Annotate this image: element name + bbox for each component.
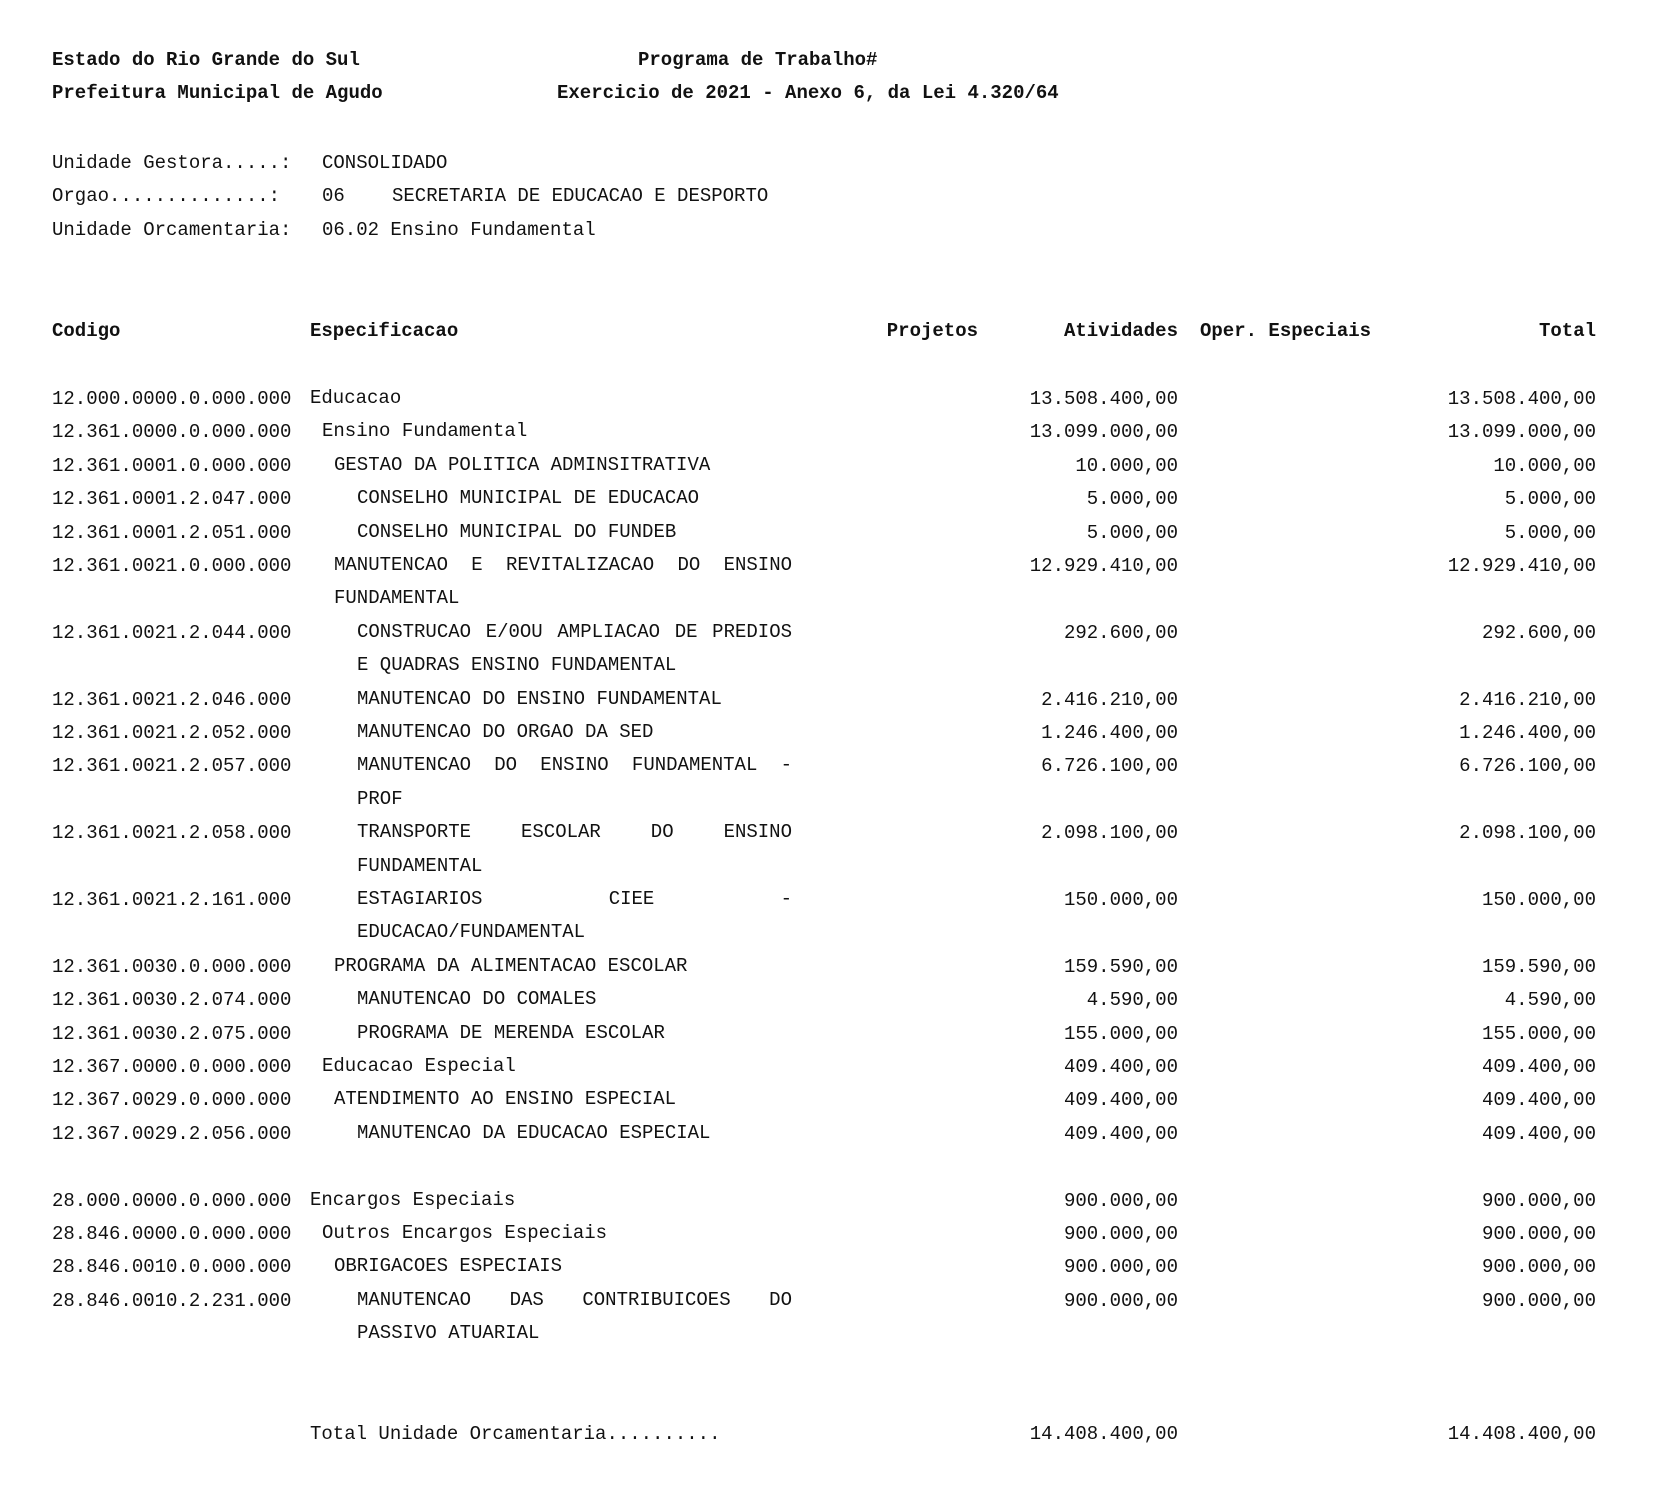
col-header-total: Total <box>1538 320 1596 342</box>
row-total: 2.098.100,00 <box>1459 822 1596 845</box>
orgao-code: 06 <box>322 185 345 207</box>
row-code: 12.361.0001.2.051.000 <box>52 521 292 544</box>
row-especificacao: PROGRAMA DA ALIMENTACAO ESCOLAR <box>334 954 688 977</box>
row-especificacao: PROGRAMA DE MERENDA ESCOLAR <box>357 1021 665 1044</box>
row-total: 409.400,00 <box>1481 1122 1596 1145</box>
row-especificacao: GESTAO DA POLITICA ADMINSITRATIVA <box>334 453 711 476</box>
row-total: 292.600,00 <box>1481 621 1596 644</box>
row-atividades: 1.246.400,00 <box>1041 722 1178 744</box>
row-total: 5.000,00 <box>1504 521 1596 544</box>
row-code: 12.361.0001.2.047.000 <box>52 488 292 511</box>
row-atividades: 900.000,00 <box>1063 1189 1178 1212</box>
row-atividades: 409.400,00 <box>1063 1089 1178 1112</box>
row-especificacao: ATENDIMENTO AO ENSINO ESPECIAL <box>334 1088 677 1111</box>
row-atividades: 12.929.410,00 <box>1029 555 1178 577</box>
row-especificacao: MANUTENCAO DO COMALES <box>357 988 597 1011</box>
row-total: 4.590,00 <box>1504 989 1596 1012</box>
row-atividades: 2.416.210,00 <box>1041 688 1178 711</box>
row-code: 12.367.0029.2.056.000 <box>52 1122 292 1145</box>
row-code: 12.361.0001.0.000.000 <box>52 454 292 477</box>
row-total: 900.000,00 <box>1481 1223 1596 1245</box>
row-especificacao: Encargos Especiais <box>310 1188 516 1211</box>
row-code: 12.361.0021.2.044.000 <box>52 621 292 644</box>
row-atividades: 155.000,00 <box>1063 1022 1178 1045</box>
report-title: Programa de Trabalho# <box>638 49 878 71</box>
row-especificacao: CONSELHO MUNICIPAL DE EDUCACAO <box>357 487 700 510</box>
exercise-info: Exercicio de 2021 - Anexo 6, da Lei 4.320/64 <box>557 82 1059 104</box>
col-header-especificacao: Especificacao <box>310 320 459 342</box>
row-atividades: 5.000,00 <box>1086 488 1178 511</box>
row-code: 12.361.0021.2.046.000 <box>52 688 292 711</box>
row-total: 900.000,00 <box>1481 1289 1596 1312</box>
row-especificacao: MANUTENCAO DO ENSINO FUNDAMENTAL <box>357 687 722 710</box>
row-total: 10.000,00 <box>1493 454 1596 477</box>
row-code: 12.361.0021.0.000.000 <box>52 555 292 577</box>
unidade-orcamentaria-label: Unidade Orcamentaria: <box>52 219 292 241</box>
row-atividades: 292.600,00 <box>1063 621 1178 644</box>
row-code: 12.361.0030.2.075.000 <box>52 1022 292 1045</box>
row-especificacao: Educacao Especial <box>322 1055 516 1077</box>
row-code: 12.361.0030.2.074.000 <box>52 989 292 1012</box>
row-especificacao: OBRIGACOES ESPECIAIS <box>334 1255 563 1278</box>
row-atividades: 4.590,00 <box>1086 989 1178 1012</box>
row-total: 900.000,00 <box>1481 1256 1596 1279</box>
row-especificacao: MANUTENCAO DAS CONTRIBUICOES DO PASSIVO ATUARIAL <box>357 1288 792 1345</box>
row-atividades: 13.508.400,00 <box>1029 388 1178 410</box>
row-atividades: 409.400,00 <box>1063 1056 1178 1078</box>
row-total: 12.929.410,00 <box>1447 555 1596 577</box>
row-code: 28.846.0000.0.000.000 <box>52 1223 292 1245</box>
footer-total-total: 14.408.400,00 <box>1447 1423 1596 1445</box>
row-total: 6.726.100,00 <box>1459 755 1596 778</box>
row-total: 5.000,00 <box>1504 488 1596 511</box>
row-especificacao: ESTAGIARIOS CIEE - EDUCACAO/FUNDAMENTAL <box>357 888 792 944</box>
row-code: 12.361.0021.2.058.000 <box>52 822 292 845</box>
row-code: 12.361.0021.2.161.000 <box>52 889 292 911</box>
row-code: 28.846.0010.2.231.000 <box>52 1289 292 1312</box>
row-especificacao: CONSELHO MUNICIPAL DO FUNDEB <box>357 520 677 543</box>
unidade-gestora-label: Unidade Gestora.....: <box>52 152 292 174</box>
row-total: 13.099.000,00 <box>1447 421 1596 444</box>
unidade-gestora-value: CONSOLIDADO <box>322 152 448 174</box>
row-total: 159.590,00 <box>1481 955 1596 978</box>
unidade-orcamentaria-value: 06.02 Ensino Fundamental <box>322 219 596 241</box>
row-code: 28.846.0010.0.000.000 <box>52 1256 292 1279</box>
row-atividades: 409.400,00 <box>1063 1122 1178 1145</box>
row-total: 900.000,00 <box>1481 1189 1596 1212</box>
col-header-oper-especiais: Oper. Especiais <box>1200 320 1372 342</box>
row-total: 13.508.400,00 <box>1447 388 1596 410</box>
row-atividades: 2.098.100,00 <box>1041 822 1178 845</box>
row-especificacao: Educacao <box>310 387 402 409</box>
row-especificacao: MANUTENCAO DO ENSINO FUNDAMENTAL - PROF <box>357 754 792 810</box>
row-code: 12.367.0000.0.000.000 <box>52 1056 292 1078</box>
row-total: 409.400,00 <box>1481 1089 1596 1112</box>
row-especificacao: MANUTENCAO DA EDUCACAO ESPECIAL <box>357 1121 711 1144</box>
col-header-codigo: Codigo <box>52 320 121 342</box>
row-atividades: 900.000,00 <box>1063 1223 1178 1245</box>
row-code: 12.361.0021.2.052.000 <box>52 722 292 744</box>
row-code: 12.000.0000.0.000.000 <box>52 388 292 410</box>
row-total: 409.400,00 <box>1481 1056 1596 1078</box>
row-total: 2.416.210,00 <box>1459 688 1596 711</box>
footer-total-label: Total Unidade Orcamentaria.......... <box>310 1423 721 1445</box>
row-code: 12.367.0029.0.000.000 <box>52 1089 292 1112</box>
row-especificacao: TRANSPORTE ESCOLAR DO ENSINO FUNDAMENTAL <box>357 821 792 877</box>
row-atividades: 159.590,00 <box>1063 955 1178 978</box>
row-atividades: 5.000,00 <box>1086 521 1178 544</box>
row-code: 12.361.0021.2.057.000 <box>52 755 292 778</box>
row-total: 150.000,00 <box>1481 889 1596 911</box>
row-especificacao: CONSTRUCAO E/0OU AMPLIACAO DE PREDIOS E QUADRAS ENSINO FUNDAMENTAL <box>357 620 792 677</box>
orgao-label: Orgao..............: <box>52 185 281 207</box>
row-atividades: 900.000,00 <box>1063 1256 1178 1279</box>
state-name: Estado do Rio Grande do Sul <box>52 49 360 71</box>
row-especificacao: MANUTENCAO E REVITALIZACAO DO ENSINO FUNDAMENTAL <box>334 554 792 610</box>
row-total: 1.246.400,00 <box>1459 722 1596 744</box>
orgao-name: SECRETARIA DE EDUCACAO E DESPORTO <box>392 185 769 207</box>
footer-total-atividades: 14.408.400,00 <box>1029 1423 1178 1445</box>
row-atividades: 10.000,00 <box>1075 454 1178 477</box>
row-atividades: 150.000,00 <box>1063 889 1178 911</box>
col-header-atividades: Atividades <box>1063 320 1178 342</box>
row-especificacao: MANUTENCAO DO ORGAO DA SED <box>357 721 654 743</box>
row-code: 28.000.0000.0.000.000 <box>52 1189 292 1212</box>
col-header-projetos: Projetos <box>886 320 978 342</box>
row-especificacao: Outros Encargos Especiais <box>322 1222 608 1244</box>
row-atividades: 900.000,00 <box>1063 1289 1178 1312</box>
row-code: 12.361.0030.0.000.000 <box>52 955 292 978</box>
municipality-name: Prefeitura Municipal de Agudo <box>52 82 383 104</box>
row-total: 155.000,00 <box>1481 1022 1596 1045</box>
row-atividades: 13.099.000,00 <box>1029 421 1178 444</box>
row-especificacao: Ensino Fundamental <box>322 420 528 443</box>
row-code: 12.361.0000.0.000.000 <box>52 421 292 444</box>
row-atividades: 6.726.100,00 <box>1041 755 1178 778</box>
